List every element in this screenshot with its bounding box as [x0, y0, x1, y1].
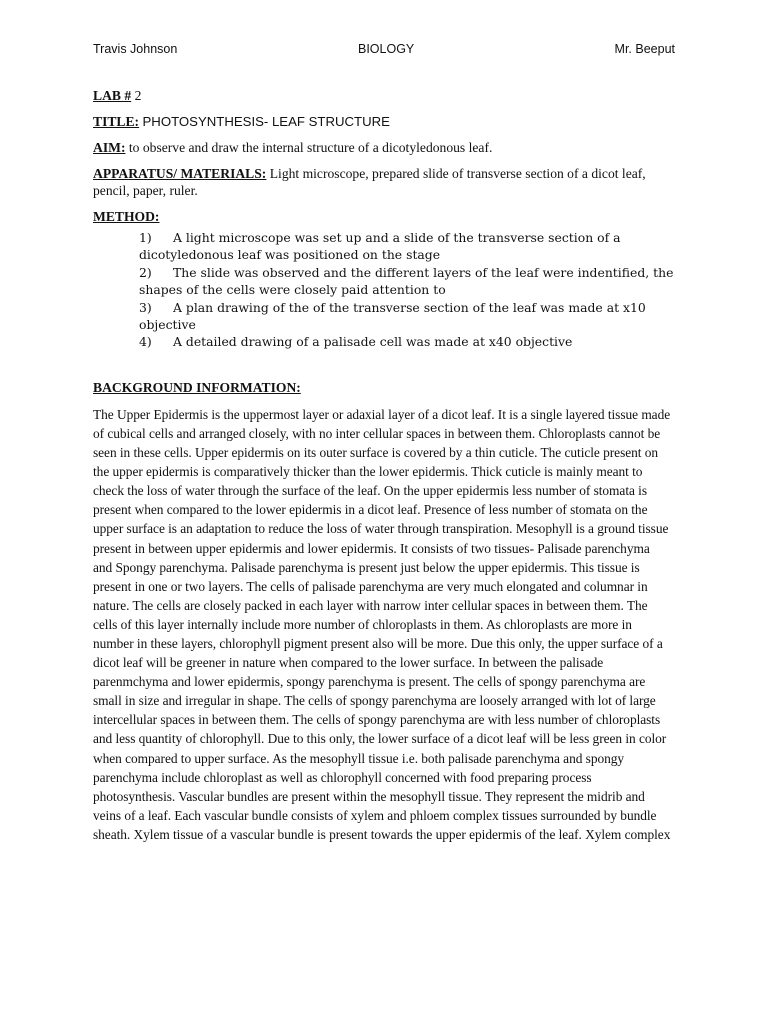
teacher-name: Mr. Beeput	[614, 42, 675, 56]
document-body	[93, 87, 683, 844]
method-step: 3) A plan drawing of the of the transverse section of the leaf was made at x10 objective	[139, 299, 646, 333]
lab-label: LAB #	[93, 88, 132, 103]
aim-text: to observe and draw the internal structure of a dicotyledonous leaf.	[128, 140, 493, 155]
aim-label: AIM:	[93, 140, 126, 155]
student-name: Travis Johnson	[93, 42, 178, 56]
apparatus-label: APPARATUS/ MATERIALS:	[93, 166, 267, 181]
method-step: 4) A detailed drawing of a palisade cell was made at x40 objective	[139, 334, 573, 350]
title-line	[93, 113, 683, 130]
method-label: METHOD:	[93, 209, 160, 224]
background-label: BACKGROUND INFORMATION:	[93, 379, 301, 395]
method-step: 2) The slide was observed and the different layers of the leaf were indentified, the shapes of the cells were closely paid attention to	[139, 264, 674, 298]
title-text: PHOTOSYNTHESIS- LEAF STRUCTURE	[142, 114, 390, 129]
title-label: TITLE:	[93, 114, 140, 129]
method-section	[93, 208, 683, 351]
page-header	[93, 42, 675, 60]
aim-line	[93, 139, 683, 156]
subject-name: BIOLOGY	[358, 42, 415, 56]
background-text: The Upper Epidermis is the uppermost layer or adaxial layer of a dicot leaf. It is a single layered tissue made of cubical cells and arranged closely, with no inter cellular spaces in between them. Chloroplasts cannot be seen in these cells. Upper epidermis on its outer surface is covered by a thin cuticle. The cuticle present on the upper epidermis is comparatively thicker than the lower epidermis. Thick cuticle is mainly meant to check the loss of water through the surface of the leaf. On the upper epidermis less number of stomata is present when compared to the lower epidermis in a dicot leaf. Presence of less number of stomata on the upper surface is an adaptation to reduce the loss of water through transpiration. Mesophyll is a ground tissue present in between upper epidermis and lower epidermis. It consists of two tissues- Palisade parenchyma and Spongy parenchyma. Palisade parenchyma is present just below the upper epidermis. This tissue is present in one or two layers. The cells of palisade parenchyma are very much elongated and columnar in nature. The cells are closely packed in each layer with narrow inter cellular spaces in between them. The cells of this layer internally include more number of chloroplasts in them. As chloroplasts are more in number in these layers, chlorophyll pigment present also will be more. Due this only, the upper surface of a dicot leaf will be greener in nature when compared to the lower surface. In between the palisade parenmchyma and lower epidermis, spongy parenchyma is present. The cells of spongy parenchyma are small in size and irregular in shape. The cells of spongy parenchyma are loosely arranged with lot of large intercellular spaces in between them. The cells of spongy parenchyma are with less number of chloroplasts and less quantity of chlorophyll. Due to this only, the lower surface of a dicot leaf will be less green in color when compared to upper surface. As the mesophyll tissue i.e. both palisade parenchyma and spongy parenchyma include chloroplast as well as chlorophyll concerned with food preparing process photosynthesis. Vascular bundles are present within the mesophyll tissue. They represent the midrib and veins of a leaf. Each vascular bundle consists of xylem and phloem complex tissues surrounded by bundle sheath. Xylem tissue of a vascular bundle is present towards the upper epidermis of the leaf. Xylem complex	[93, 406, 671, 842]
lab-number: 2	[134, 88, 142, 103]
lab-line	[93, 87, 683, 104]
method-step: 1) A light microscope was set up and a slide of the transverse section of a dicotyledonous leaf was positioned on the stage	[139, 230, 621, 263]
apparatus-line	[93, 165, 683, 199]
method-list	[139, 229, 679, 351]
apparatus-text: Light microscope, prepared slide of transverse section of a dicot leaf, pencil, paper, ruler.	[93, 166, 646, 198]
